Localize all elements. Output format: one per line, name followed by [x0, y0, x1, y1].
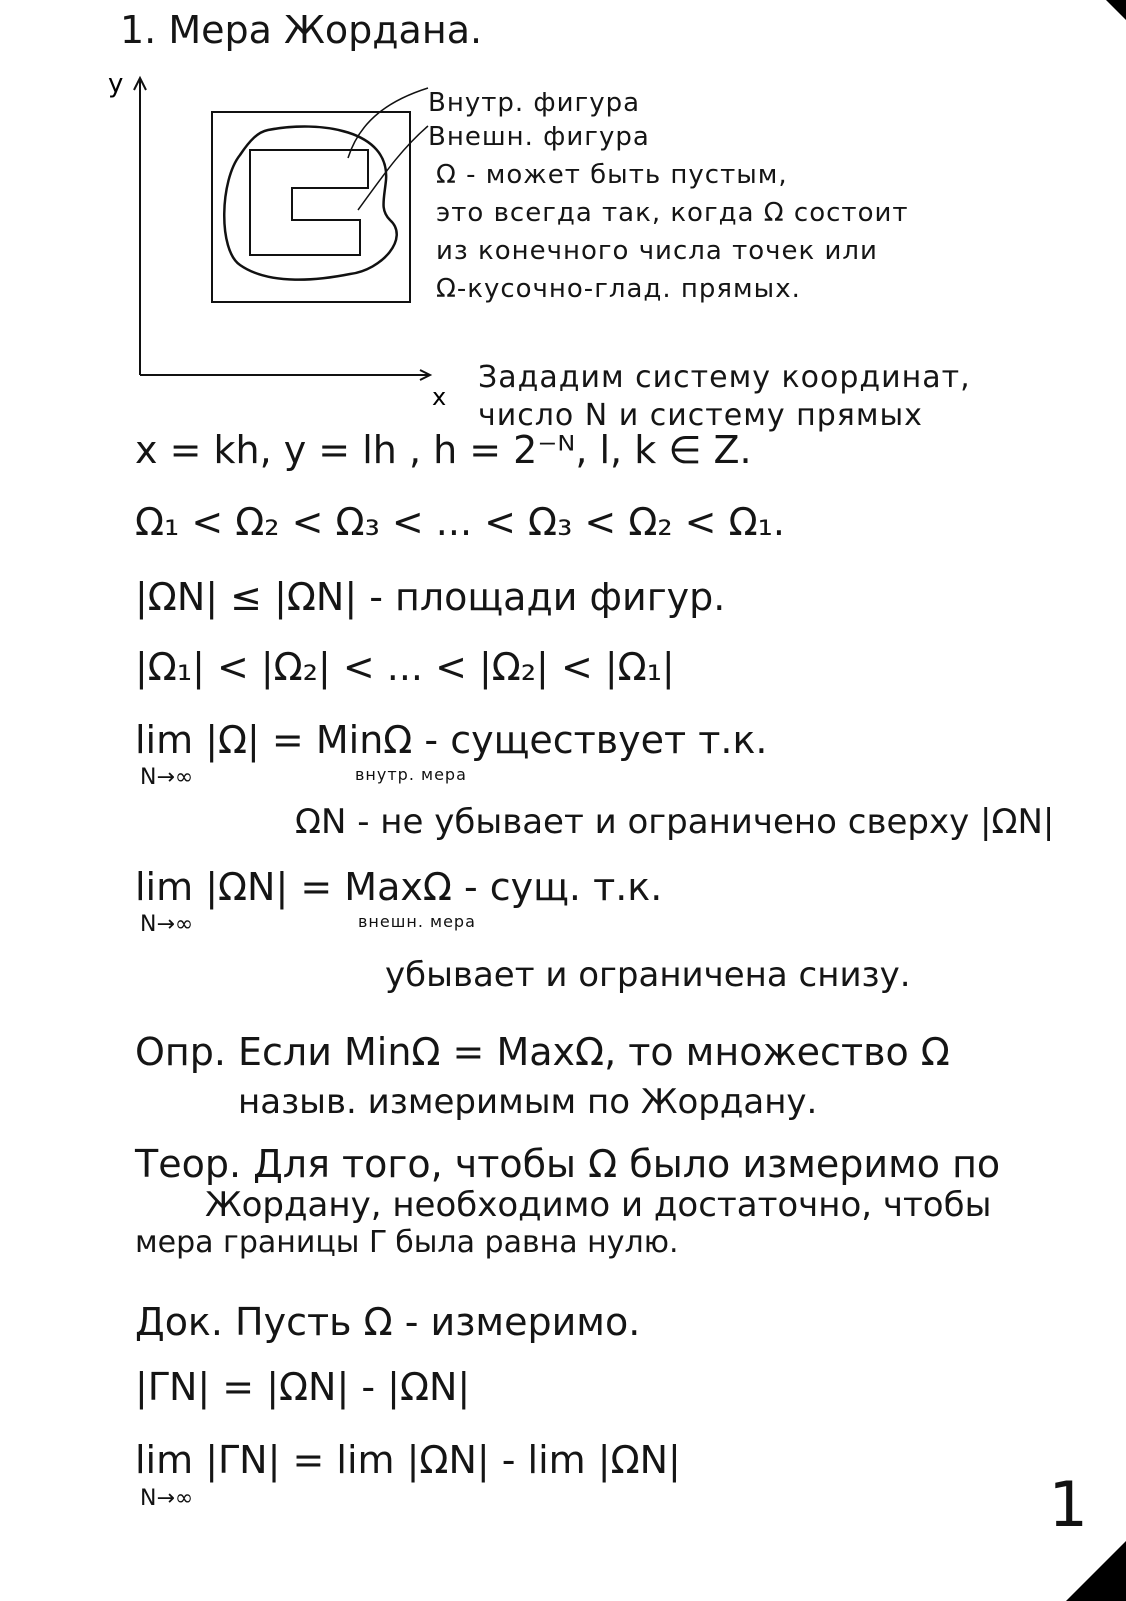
limit-subscript-2: N→∞: [140, 912, 194, 937]
formula-decreasing: убывает и ограничена снизу.: [385, 955, 911, 995]
formula-monotone: ΩN - не убывает и ограничено сверху |ΩN|: [295, 802, 1055, 842]
proof-line-1: Док. Пусть Ω - измеримо.: [135, 1300, 641, 1344]
proof-line-3: lim |ΓN| = lim |ΩN| - lim |ΩN|: [135, 1438, 681, 1482]
outer-square: [212, 112, 410, 302]
theorem-line-3: мера границы Γ была равна нулю.: [135, 1225, 679, 1260]
scan-corner-bottom: [1066, 1541, 1126, 1601]
theorem-line-1: Теор. Для того, чтобы Ω было измеримо по: [135, 1142, 1001, 1186]
limit-subscript-1: N→∞: [140, 765, 194, 790]
theorem-line-2: Жордану, необходимо и достаточно, чтобы: [205, 1185, 992, 1225]
note-line-1: Ω - может быть пустым,: [436, 160, 788, 190]
label-inner-figure: Внутр. фигура: [428, 88, 641, 118]
note-line-3: из конечного числа точек или: [436, 236, 878, 266]
formula-outer-measure: lim |ΩN| = MaxΩ - сущ. т.к.: [135, 865, 663, 909]
outer-measure-label: внешн. мера: [358, 912, 476, 931]
formula-areas: |ΩN| ≤ |ΩN| - площади фигур.: [135, 575, 726, 619]
definition-line-2: назыв. измеримым по Жордану.: [238, 1082, 818, 1122]
note-line-2: это всегда так, когда Ω состоит: [436, 198, 909, 228]
note-line-4: Ω-кусочно-глад. прямых.: [436, 274, 801, 304]
inner-measure-label: внутр. мера: [355, 765, 467, 784]
page-title: 1. Мера Жордана.: [120, 8, 483, 52]
definition-line-1: Опр. Если MinΩ = MaxΩ, то множество Ω: [135, 1030, 950, 1074]
coords-line-1: Зададим систему координат,: [478, 360, 971, 395]
y-axis-label: y: [108, 69, 124, 99]
label-outer-figure: Внешн. фигура: [428, 122, 650, 152]
coords-line-2: число N и систему прямых: [478, 398, 923, 433]
page-number: 1: [1048, 1468, 1088, 1541]
scan-corner-top: [1106, 0, 1126, 20]
formula-area-chain: |Ω₁| < |Ω₂| < ... < |Ω₂| < |Ω₁|: [135, 645, 675, 689]
formula-inner-measure: lim |Ω| = MinΩ - существует т.к.: [135, 718, 768, 762]
proof-line-2: |ΓN| = |ΩN| - |ΩN|: [135, 1365, 471, 1409]
inner-arrow: [348, 88, 428, 158]
formula-chain: Ω₁ < Ω₂ < Ω₃ < ... < Ω₃ < Ω₂ < Ω₁.: [135, 500, 785, 544]
formula-grid: x = kh, y = lh , h = 2⁻ᴺ, l, k ∈ Z.: [135, 428, 752, 472]
limit-subscript-3: N→∞: [140, 1486, 194, 1511]
inner-figure: [250, 150, 368, 255]
x-axis-label: x: [432, 383, 447, 410]
